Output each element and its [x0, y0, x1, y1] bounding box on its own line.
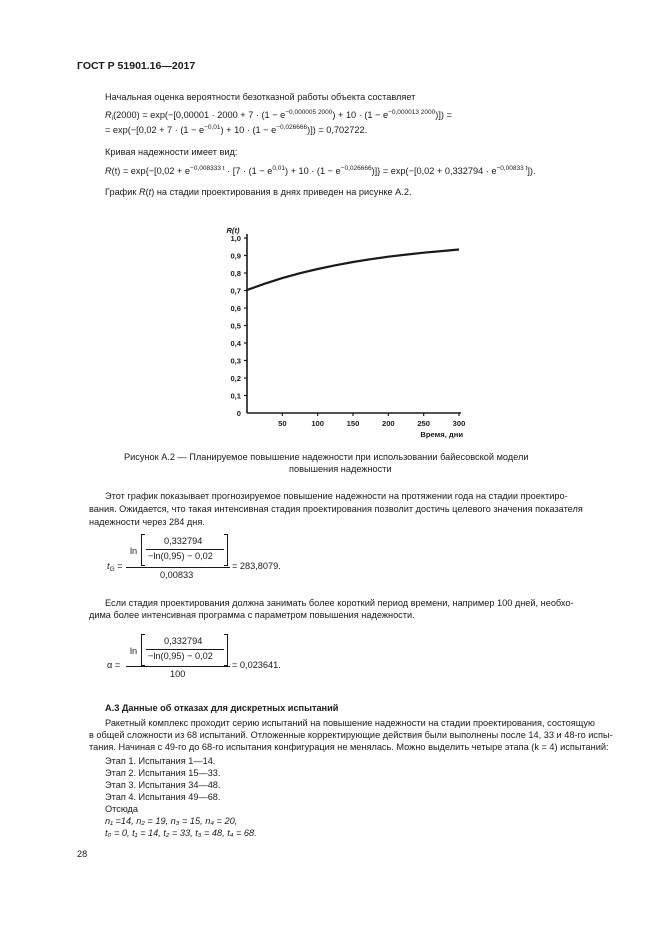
x-tick-label: 150: [346, 419, 360, 428]
y-tick-label: 0,9: [230, 251, 241, 261]
eq3-result: = 283,8079.: [232, 561, 281, 571]
y-tick-label: 0,8: [230, 269, 241, 278]
equation-rt-2000-line1: $R_i(2000) = \exp(-[0,00001 \cdot 2000 + 7 \cdot (1 - e^{-0,000005 2000}) + 10 \cdot (1 - e^{-0,000013 2000})])$ =: [105, 109, 452, 122]
eq4-ln: ln: [130, 646, 138, 656]
y-tick-label: 0,3: [230, 356, 241, 366]
n-values-line: n₁ =14, n₂ = 19, n₃ = 15, n₄ = 20,: [105, 816, 238, 826]
eq3-lhs: $t_G$ =: [107, 561, 123, 573]
y-tick-label: 0,4: [230, 339, 241, 348]
eq4-bracket-left: [141, 634, 145, 666]
eq3-bracket-right: [224, 534, 228, 566]
y-tick-label: 0,6: [230, 304, 241, 313]
stage-item: Этап 2. Испытания 15—33.: [105, 768, 221, 778]
y-tick-label: 0,1: [230, 391, 241, 401]
y-tick-label: 1,0: [230, 234, 241, 243]
equation-rt-2000-line2: = $\exp(-[0,02 + 7 \cdot (1 - e^{-0,01}) + 10 \cdot (1 - e^{-0,026666})]) = 0,702722$.: [105, 124, 368, 135]
y-tick-label-zero: 0: [236, 409, 241, 418]
eq4-main-bar: [126, 666, 230, 667]
x-axis-label: Время, дни: [420, 430, 463, 439]
figure-caption-line1: Рисунок А.2 — Планируемое повышение надежности при использовании байесовской модели: [124, 452, 529, 462]
x-tick-label: 100: [311, 419, 325, 428]
stage-item: Этап 4. Испытания 49—68.: [105, 792, 221, 802]
eq4-lhs: α =: [107, 660, 121, 670]
paragraph-graph-l1: Этот график показывает прогнозируемое повышение надежности на протяжении года на стадии проектиро-: [105, 491, 568, 501]
stage-item: Этап 3. Испытания 34—48.: [105, 780, 221, 790]
eq3-num-top: 0,332794: [164, 536, 203, 546]
paragraph-graph-l3: надежности через 284 дня.: [89, 517, 205, 527]
section-text-l2: в общей сложности из 68 испытаний. Отложенные корректирующие действия были выполнены после 14, 33 и 48-го испы-: [89, 730, 613, 740]
eq4-num-top: 0,332794: [164, 636, 203, 646]
intro-paragraph-3: График R(t) на стадии проектирования в днях приведен на рисунке А.2.: [105, 187, 412, 197]
page-number: 28: [77, 849, 88, 859]
figure-caption-line2: повышения надежности: [289, 464, 392, 474]
eq3-inner-bar: [146, 549, 224, 550]
hence-label: Отсюда: [105, 804, 139, 814]
y-tick-label: 0,5: [230, 321, 241, 331]
paragraph-shorter-l2: дима более интенсивная программа с параметром повышения надежности.: [89, 610, 415, 620]
x-tick-label: 300: [452, 419, 466, 428]
eq3-num-bottom: −ln(0,95) − 0,02: [148, 551, 213, 561]
x-tick-label: 50: [278, 419, 287, 428]
section-text-l3: тания. Начиная с 49-го до 68-го испытания конфигурация не менялась. Можно выделить четыре этапа (k = 4) испытаний:: [89, 742, 609, 752]
intro-paragraph-1: Начальная оценка вероятности безотказной работы объекта составляет: [105, 92, 416, 102]
x-tick-label: 200: [381, 419, 395, 428]
reliability-growth-chart: [200, 210, 480, 450]
eq4-num-bottom: −ln(0,95) − 0,02: [148, 651, 213, 661]
eq3-bracket-left: [141, 534, 145, 566]
paragraph-graph-l2: вания. Ожидается, что такая интенсивная стадия проектирования позволит достичь целевого значения показателя: [89, 504, 583, 514]
stage-item: Этап 1. Испытания 1—14.: [105, 756, 216, 766]
t-values-line: t₀ = 0, t₁ = 14, t₂ = 33, t₃ = 48, t₄ = 68.: [105, 828, 257, 838]
eq3-main-bar: [126, 567, 230, 568]
paragraph-shorter-l1: Если стадия проектирования должна занимать более короткий период времени, например 100 дней, необхо-: [105, 598, 574, 608]
y-axis-label: R(t): [226, 226, 240, 235]
eq4-inner-bar: [146, 649, 224, 650]
section-text-l1: Ракетный комплекс проходит серию испытаний на повышение надежности на стадии проектирования, состоящую: [105, 718, 595, 728]
page-header-title: ГОСТ Р 51901.16—2017: [77, 60, 196, 72]
eq4-bracket-right: [224, 634, 228, 666]
eq4-result: = 0,023641.: [232, 660, 281, 670]
x-tick-label: 250: [417, 419, 431, 428]
eq4-denominator: 100: [170, 669, 186, 679]
equation-reliability-curve: $R(t) = \exp\{-[0,02 + e^{-0,008333 t} \cdot [7 \cdot (1 - e^{0,01}) + 10 \cdot (1 - e^{-0,026666})]\} = \exp(-[0,02 + 0,332794 \cdot e^{-0,00833 t}])$.: [105, 165, 536, 176]
y-tick-label: 0,7: [230, 286, 241, 296]
section-heading: А.3 Данные об отказах для дискретных испытаний: [105, 703, 339, 713]
eq3-ln: ln: [130, 546, 138, 556]
reliability-curve-line: [247, 250, 459, 291]
intro-paragraph-2: Кривая надежности имеет вид:: [105, 147, 238, 157]
eq3-denominator: 0,00833: [160, 570, 194, 580]
y-tick-label: 0,2: [230, 374, 241, 383]
